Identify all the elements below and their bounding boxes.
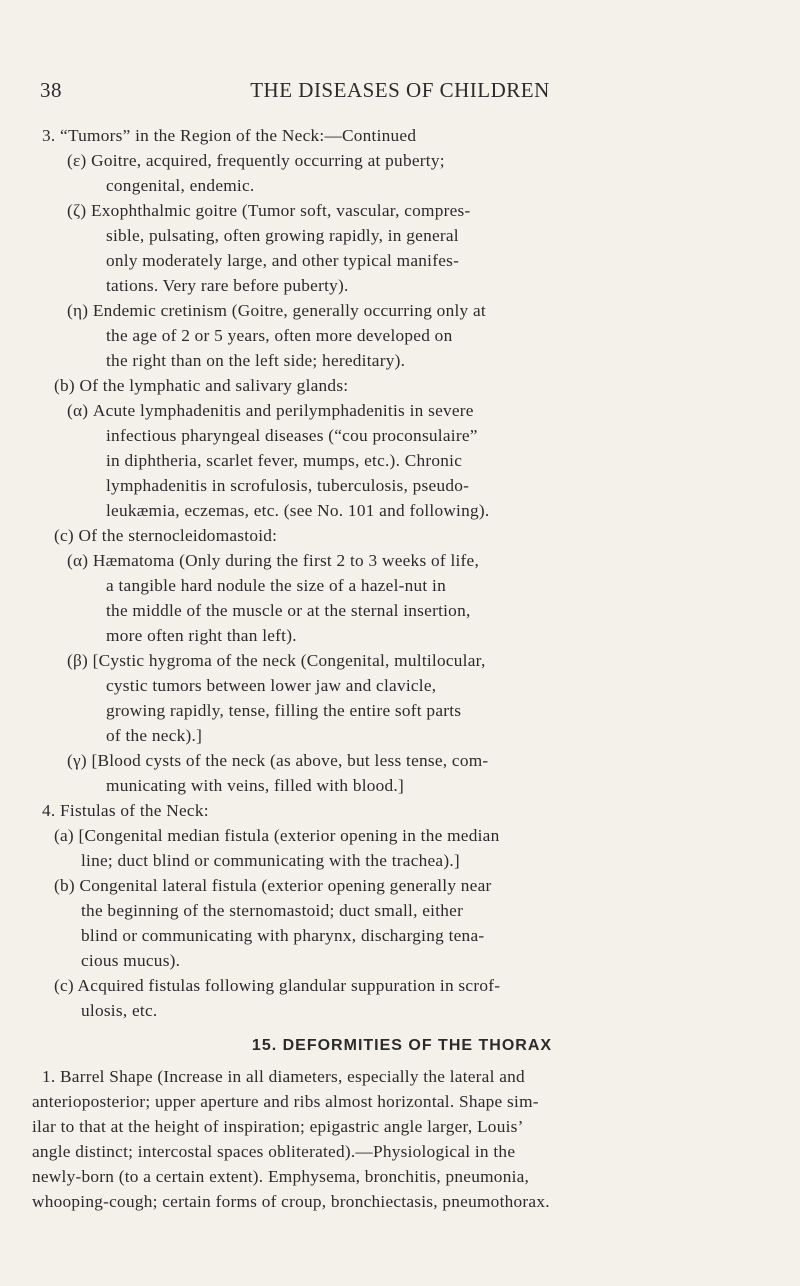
outline-line: (a) [Congenital median fistula (exterior opening in the median [54, 826, 500, 845]
outline-line: (ζ) Exophthalmic goitre (Tumor soft, vascular, compres- [67, 201, 471, 220]
body-line: newly-born (to a certain extent). Emphysema, bronchitis, pneumonia, [32, 1167, 530, 1186]
outline-line: a tangible hard nodule the size of a hazel-nut in [106, 576, 446, 595]
outline-line: municating with veins, filled with blood.] [106, 776, 405, 795]
body-line: angle distinct; intercostal spaces obliterated).—Physiological in the [32, 1142, 516, 1161]
body-line: 1. Barrel Shape (Increase in all diameters, especially the lateral and [42, 1067, 525, 1086]
outline-line: the beginning of the sternomastoid; duct small, either [81, 901, 464, 920]
outline-line: (c) Of the sternocleidomastoid: [54, 526, 278, 545]
outline-line: congenital, endemic. [106, 176, 255, 195]
page-number: 38 [40, 78, 62, 102]
outline-line: cious mucus). [81, 951, 181, 970]
outline-line: ulosis, etc. [81, 1001, 158, 1020]
outline-line: sible, pulsating, often growing rapidly, in general [106, 226, 459, 245]
body-line: ilar to that at the height of inspiration; epigastric angle larger, Louis’ [32, 1117, 524, 1136]
outline-line: blind or communicating with pharynx, discharging tena- [81, 926, 485, 945]
outline-line: infectious pharyngeal diseases (“cou proconsulaire” [106, 426, 478, 445]
outline-line: (ε) Goitre, acquired, frequently occurring at puberty; [67, 151, 445, 170]
outline-line: cystic tumors between lower jaw and clavicle, [106, 676, 437, 695]
outline-line: (α) Hæmatoma (Only during the first 2 to 3 weeks of life, [67, 551, 480, 570]
outline-line: only moderately large, and other typical manifes- [106, 251, 460, 270]
outline-line: the middle of the muscle or at the sternal insertion, [106, 601, 471, 620]
outline-line: of the neck).] [106, 726, 203, 745]
outline-line: (β) [Cystic hygroma of the neck (Congenital, multilocular, [67, 651, 486, 670]
outline-line: growing rapidly, tense, filling the entire soft parts [106, 701, 462, 720]
outline-line: (c) Acquired fistulas following glandular suppuration in scrof- [54, 976, 501, 995]
body-line: whooping-cough; certain forms of croup, bronchiectasis, pneumothorax. [32, 1192, 550, 1211]
section-heading: 15. DEFORMITIES OF THE THORAX [251, 1037, 553, 1054]
outline-line: the age of 2 or 5 years, often more developed on [106, 326, 453, 345]
outline-line: 3. “Tumors” in the Region of the Neck:—Continued [42, 126, 417, 145]
outline-line: more often right than left). [106, 626, 297, 645]
body-text [32, 1064, 772, 1214]
outline-line: (γ) [Blood cysts of the neck (as above, but less tense, com- [67, 751, 489, 770]
outline-line: in diphtheria, scarlet fever, mumps, etc.). Chronic [106, 451, 463, 470]
body-line: anterioposterior; upper aperture and ribs almost horizontal. Shape sim- [32, 1092, 539, 1111]
outline-line: (η) Endemic cretinism (Goitre, generally occurring only at [67, 301, 486, 320]
running-head: THE DISEASES OF CHILDREN [250, 78, 550, 102]
outline-line: (α) Acute lymphadenitis and perilymphadenitis in severe [67, 401, 474, 420]
outline-line: leukæmia, eczemas, etc. (see No. 101 and following). [106, 501, 490, 520]
outline-line: 4. Fistulas of the Neck: [42, 801, 209, 820]
outline-line: the right than on the left side; hereditary). [106, 351, 406, 370]
outline-line: (b) Congenital lateral fistula (exterior opening generally near [54, 876, 492, 895]
outline-line: lymphadenitis in scrofulosis, tuberculosis, pseudo- [106, 476, 470, 495]
page-header [0, 78, 800, 108]
outline-line: line; duct blind or communicating with the trachea).] [81, 851, 460, 870]
outline-line: tations. Very rare before puberty). [106, 276, 349, 295]
outline-line: (b) Of the lymphatic and salivary glands: [54, 376, 349, 395]
page-content [32, 123, 772, 1214]
outline-list [32, 123, 772, 1023]
